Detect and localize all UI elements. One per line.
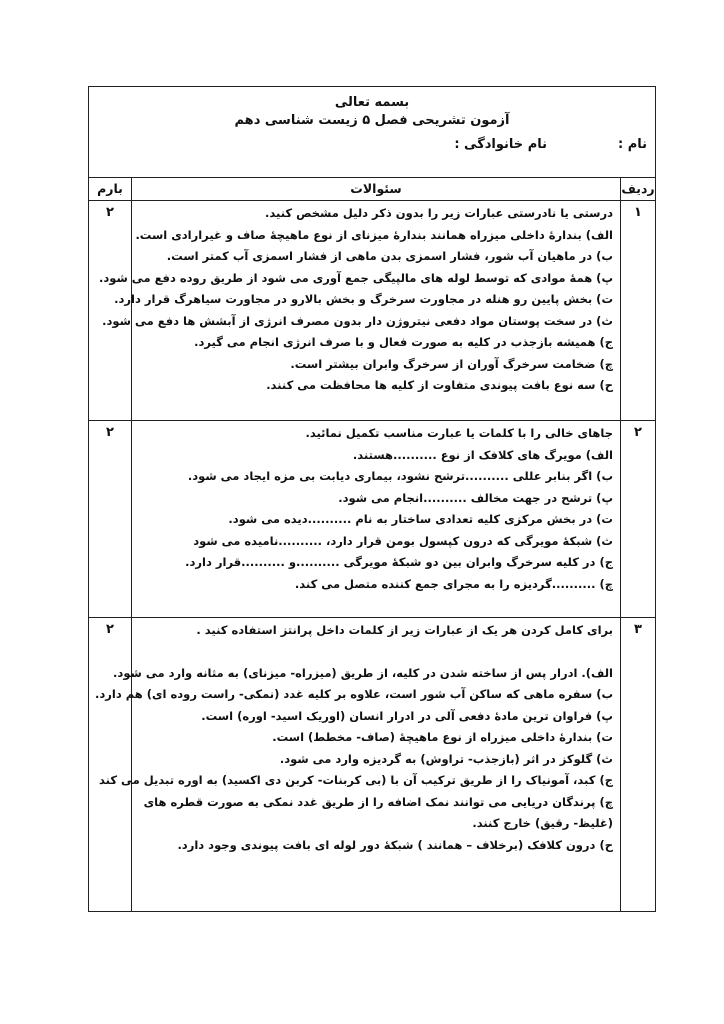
question-number: ۳ [634,622,642,637]
question-score: ۲ [106,622,114,637]
bismillah-heading: بسمه تعالی [334,95,410,110]
question-score: ۲ [106,425,114,440]
question-item: الف) بندارهٔ داخلی میزراه همانند بندارهٔ میزنای از نوع ماهیچهٔ صاف و غیرارادی است. [135,227,613,242]
question-body [99,203,621,397]
question-item: ب) اگر بنابر عللی ..........ترشح نشود، بیماری دیابت بی مزه ایجاد می شود. [187,469,613,483]
question-item: ح) سه نوع بافت پیوندی متفاوت از کلیه ها محافظت می کنند. [266,378,613,392]
question-prompt: درستی یا نادرستی عبارات زیر را بدون ذکر دلیل مشخص کنید. [264,206,613,220]
exam-header [89,87,655,178]
family-name-label: نام خانوادگی : [454,137,547,152]
question-item: ج) در کلیه سرخرگ وابران بین دو شبکهٔ مویرگی ..........و ..........قرار دارد. [185,555,613,569]
question-item: ب) در ماهیان آب شور، فشار اسمزی بدن ماهی از فشار اسمزی آب کمتر است. [166,249,613,263]
question-item: چ) پرندگان دریایی می توانند نمک اضافه را از طریق غدد نمکی به صورت قطره های (غلیظ- رقیق) خارج کنند. [143,794,613,830]
question-body [95,620,621,856]
question-item: ث) گلوکز در اثر (بازجذب- تراوش) به گردیزه وارد می شود. [279,751,613,766]
question-prompt: برای کامل کردن هر یک از عبارات زیر از کلمات داخل پرانتز استفاده کنید . [196,623,613,637]
question-item: ب) سفره ماهی که ساکن آب شور است، علاوه بر کلیه غدد (نمکی- راست روده ای) هم دارد. [95,687,613,701]
question-item: ث) در سخت پوستان مواد دفعی نیتروژن دار بدون مصرف انرژی از آبشش ها دفع می شود. [102,313,613,328]
question-item: الف) مویرگ های کلافک از نوع ..........هستند. [352,447,613,462]
question-item: پ) همهٔ موادی که توسط لوله های مالپیگی جمع آوری می شود از طریق روده دفع می شود. [99,270,613,285]
question-number: ۱ [634,205,642,220]
question-item: پ) فراوان ترین مادهٔ دفعی آلی در ادرار انسان (اوریک اسید- اوره) است. [201,708,613,723]
question-row-3 [89,618,655,913]
question-number: ۲ [634,425,642,440]
question-score: ۲ [106,205,114,220]
question-row-2 [89,421,655,618]
question-item: ت) در بخش مرکزی کلیه تعدادی ساختار به نام ..........دیده می شود. [228,512,613,526]
question-item: پ) ترشح در جهت مخالف ..........انجام می شود. [338,490,613,505]
exam-sheet [88,86,656,912]
question-body [131,423,621,595]
question-item: ج) کبد، آمونیاک را از طریق ترکیب آن با (بی کربنات- کربن دی اکسید) به اوره تبدیل می کند [99,773,613,787]
exam-title: آزمون تشریحی فصل ۵ زیست شناسی دهم [234,113,510,128]
question-item: ت) بخش پایین رو هنله در مجاورت سرخرگ و بخش بالارو در مجاورت سیاهرگ قرار دارد. [114,292,613,306]
score-column-header: بارم [97,181,123,196]
question-item: ث) شبکهٔ مویرگی که درون کپسول بومن قرار دارد، ..........نامیده می شود [193,533,613,548]
question-item: الف). ادرار پس از ساخته شدن در کلیه، از طریق (میزراه- میزنای) به مثانه وارد می شود. [113,665,613,680]
radif-column-header: ردیف [621,181,655,196]
question-item: ت) بندارهٔ داخلی میزراه از نوع ماهیچهٔ (صاف- مخطط) است. [272,730,613,744]
question-item: چ) ..........گردیزه را به مجرای جمع کننده متصل می کند. [294,576,613,591]
question-row-1 [89,201,655,421]
question-item: ج) همیشه بازجذب در کلیه به صورت فعال و با صرف انرژی انجام می گیرد. [194,335,613,349]
column-header-row [89,178,655,201]
questions-column-header: سئوالات [350,181,402,196]
question-prompt: جاهای خالی را با کلمات یا عبارت مناسب تکمیل نمائید. [305,426,613,440]
question-item: چ) ضخامت سرخرگ آوران از سرخرگ وابران بیشتر است. [290,356,613,371]
name-label: نام : [617,137,647,152]
question-item: ح) درون کلافک (برخلاف – همانند ) شبکهٔ دور لوله ای بافت پیوندی وجود دارد. [177,837,613,852]
